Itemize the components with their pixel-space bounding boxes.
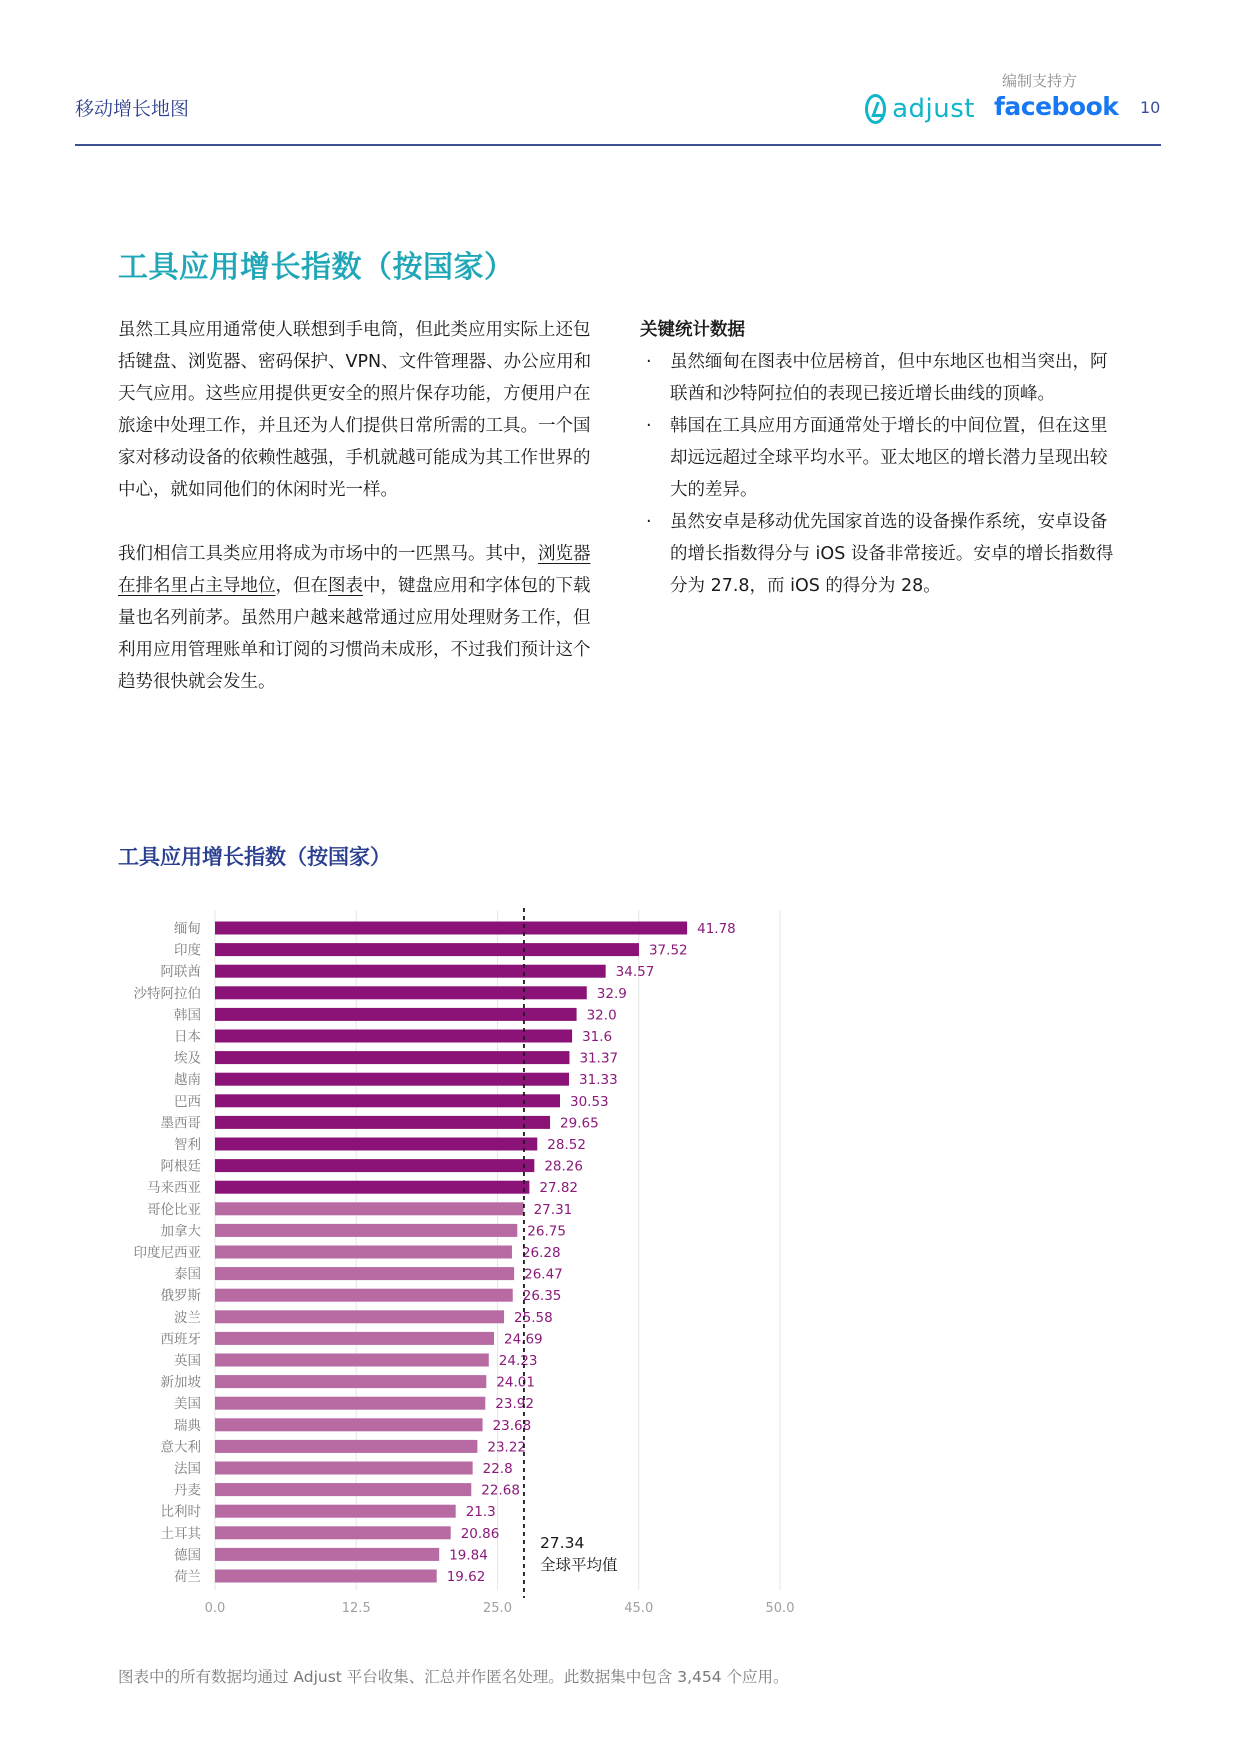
body-text: [118, 314, 603, 698]
bar: [215, 1548, 439, 1561]
category-label: 荷兰: [174, 1569, 201, 1585]
bar: [215, 1462, 473, 1475]
bar: [215, 1289, 513, 1302]
adjust-logo: [865, 92, 975, 126]
bar: [215, 1202, 524, 1215]
bar-chart: [0, 880, 820, 1620]
category-label: 印度: [174, 942, 201, 959]
bar: [215, 1073, 569, 1086]
chart-category-labels: [134, 921, 203, 1585]
bar: [215, 1094, 560, 1107]
bar: [215, 965, 606, 978]
average-text-label: 全球平均值: [539, 1556, 618, 1574]
category-label: 美国: [174, 1396, 201, 1413]
category-label: 马来西亚: [147, 1180, 201, 1197]
value-label: 23.68: [492, 1417, 532, 1434]
category-label: 哥伦比亚: [147, 1201, 201, 1218]
adjust-logo-word: adjust: [892, 94, 975, 124]
value-label: 27.82: [539, 1180, 579, 1197]
bar: [215, 1440, 477, 1453]
value-label: 26.47: [524, 1266, 563, 1283]
category-label: 缅甸: [174, 921, 201, 937]
category-label: 土耳其: [160, 1525, 201, 1542]
browser-ranking-link[interactable]: 浏览器在排名里占主导地位: [118, 544, 591, 596]
key-stats: [640, 314, 1120, 602]
value-label: 19.62: [446, 1569, 486, 1585]
value-label: 24.23: [498, 1353, 538, 1369]
value-label: 21.3: [465, 1504, 496, 1521]
value-label: 29.65: [560, 1115, 599, 1132]
category-label: 新加坡: [160, 1374, 201, 1391]
value-label: 20.86: [460, 1525, 500, 1542]
category-label: 日本: [174, 1029, 201, 1045]
category-label: 埃及: [174, 1050, 201, 1067]
category-label: 印度尼西亚: [133, 1245, 201, 1261]
value-label: 31.33: [579, 1072, 618, 1089]
value-label: 22.68: [481, 1482, 520, 1499]
x-tick-label: 0.0: [204, 1601, 226, 1616]
category-label: 瑞典: [174, 1417, 201, 1434]
bar: [215, 922, 687, 935]
category-label: 泰国: [174, 1266, 201, 1283]
x-tick-label: 25.0: [483, 1601, 512, 1616]
category-label: 阿根廷: [160, 1158, 201, 1175]
value-label: 28.52: [547, 1137, 586, 1153]
bar: [215, 1354, 489, 1367]
value-label: 34.57: [615, 964, 655, 981]
value-label: 28.26: [544, 1158, 583, 1175]
x-tick-label: 12.5: [341, 1601, 371, 1616]
bar: [215, 1483, 471, 1496]
value-label: 30.53: [569, 1093, 609, 1110]
category-label: 韩国: [174, 1007, 201, 1024]
header-divider: [75, 144, 1161, 146]
category-label: 智利: [174, 1137, 201, 1153]
adjust-logo-icon: [865, 94, 886, 124]
bar: [215, 1246, 512, 1259]
category-label: 丹麦: [174, 1482, 201, 1499]
bar: [215, 1224, 517, 1237]
bar: [215, 943, 639, 956]
bar: [215, 1159, 534, 1172]
category-label: 沙特阿拉伯: [133, 985, 201, 1002]
x-tick-label: 50.0: [765, 1601, 795, 1616]
bar: [215, 1332, 494, 1345]
bar: [215, 1267, 514, 1280]
value-label: 23.22: [487, 1439, 527, 1456]
footnote: 图表中的所有数据均通过 Adjust 平台收集、汇总并作匿名处理。此数据集中包含 3,454 个应用。: [118, 1668, 789, 1686]
bar: [215, 1418, 483, 1431]
bar: [215, 1008, 577, 1021]
bar: [215, 1030, 572, 1043]
bar: [215, 1526, 451, 1539]
chart-x-ticks: [205, 1601, 795, 1616]
bar: [215, 1051, 569, 1064]
average-value-label: 27.34: [539, 1534, 585, 1552]
body-paragraph-2-part-c: 中，键盘应用和字体包的下载量也名列前茅。虽然用户越来越常通过应用处理财务工作，但利用应用管理账单和订阅的习惯尚未成形，不过我们预计这个趋势很快就会发生。: [118, 576, 591, 692]
category-label: 加拿大: [160, 1223, 201, 1240]
body-paragraph-2-part-b: ，但在: [275, 576, 328, 596]
category-label: 法国: [174, 1461, 201, 1477]
value-label: 26.28: [521, 1245, 561, 1261]
key-stats-title: 关键统计数据: [640, 320, 745, 340]
key-stat-item: · 韩国在工具应用方面通常处于增长的中间位置，但在这里却远远超过全球平均水平。亚太地区的增长潜力呈现出较大的差异。: [640, 410, 1120, 506]
value-label: 27.31: [533, 1201, 573, 1218]
supporter-label: 编制支持方: [1002, 72, 1078, 90]
value-label: 26.75: [527, 1223, 566, 1240]
bar: [215, 1310, 504, 1323]
key-stat-item: · 虽然安卓是移动优先国家首选的设备操作系统，安卓设备的增长指数得分与 iOS 设备非常接近。安卓的增长指数得分为 27.8，而 iOS 的得分为 28。: [640, 506, 1120, 602]
bar: [215, 1181, 529, 1194]
header-title: 移动增长地图: [75, 98, 190, 120]
category-label: 俄罗斯: [160, 1288, 201, 1305]
chart-title: 工具应用增长指数（按国家）: [118, 845, 391, 869]
category-label: 阿联酋: [160, 964, 201, 981]
value-label: 22.8: [482, 1461, 513, 1477]
bar: [215, 986, 587, 999]
bar: [215, 1375, 486, 1388]
bar: [215, 1505, 456, 1518]
bar: [215, 1138, 537, 1151]
category-label: 德国: [174, 1547, 201, 1564]
key-stats-list: [640, 346, 1120, 602]
value-label: 25.58: [514, 1309, 553, 1326]
value-label: 31.6: [582, 1029, 613, 1045]
category-label: 波兰: [174, 1309, 201, 1326]
value-label: 19.84: [449, 1547, 488, 1564]
value-label: 31.37: [579, 1050, 619, 1067]
value-label: 32.0: [586, 1007, 617, 1024]
body-paragraph-2-part-a: 我们相信工具类应用将成为市场中的一匹黑马。其中，: [118, 544, 538, 564]
section-title: 工具应用增长指数（按国家）: [118, 250, 515, 285]
bar: [215, 1397, 485, 1410]
key-stat-item: · 虽然缅甸在图表中位居榜首，但中东地区也相当突出，阿联酋和沙特阿拉伯的表现已接近增长曲线的顶峰。: [640, 346, 1120, 410]
chart-link[interactable]: 图表: [328, 576, 363, 596]
value-label: 32.9: [596, 985, 627, 1002]
bar: [215, 1570, 437, 1583]
category-label: 意大利: [160, 1439, 201, 1456]
x-tick-label: 45.0: [624, 1601, 654, 1616]
value-label: 41.78: [697, 921, 736, 937]
value-label: 24.69: [503, 1331, 543, 1348]
body-paragraph-2: [118, 538, 603, 698]
category-label: 英国: [174, 1353, 201, 1369]
category-label: 巴西: [174, 1093, 201, 1110]
value-label: 26.35: [522, 1288, 562, 1305]
facebook-logo: facebook: [994, 92, 1119, 121]
category-label: 越南: [174, 1072, 201, 1089]
category-label: 比利时: [160, 1504, 201, 1521]
value-label: 24.01: [496, 1374, 535, 1391]
page-number: 10: [1140, 98, 1161, 117]
value-label: 23.92: [495, 1396, 534, 1413]
value-label: 37.52: [648, 942, 688, 959]
body-paragraph-1: 虽然工具应用通常使人联想到手电筒，但此类应用实际上还包括键盘、浏览器、密码保护、VPN、文件管理器、办公应用和天气应用。这些应用提供更安全的照片保存功能，方便用户在旅途中处理工作，并且还为人们提供日常所需的工具。一个国家对移动设备的依赖性越强，手机就越可能成为其工作世界的中心，就如同他们的休闲时光一样。: [118, 320, 592, 500]
category-label: 墨西哥: [160, 1115, 201, 1132]
bar: [215, 1116, 550, 1129]
category-label: 西班牙: [160, 1331, 201, 1348]
